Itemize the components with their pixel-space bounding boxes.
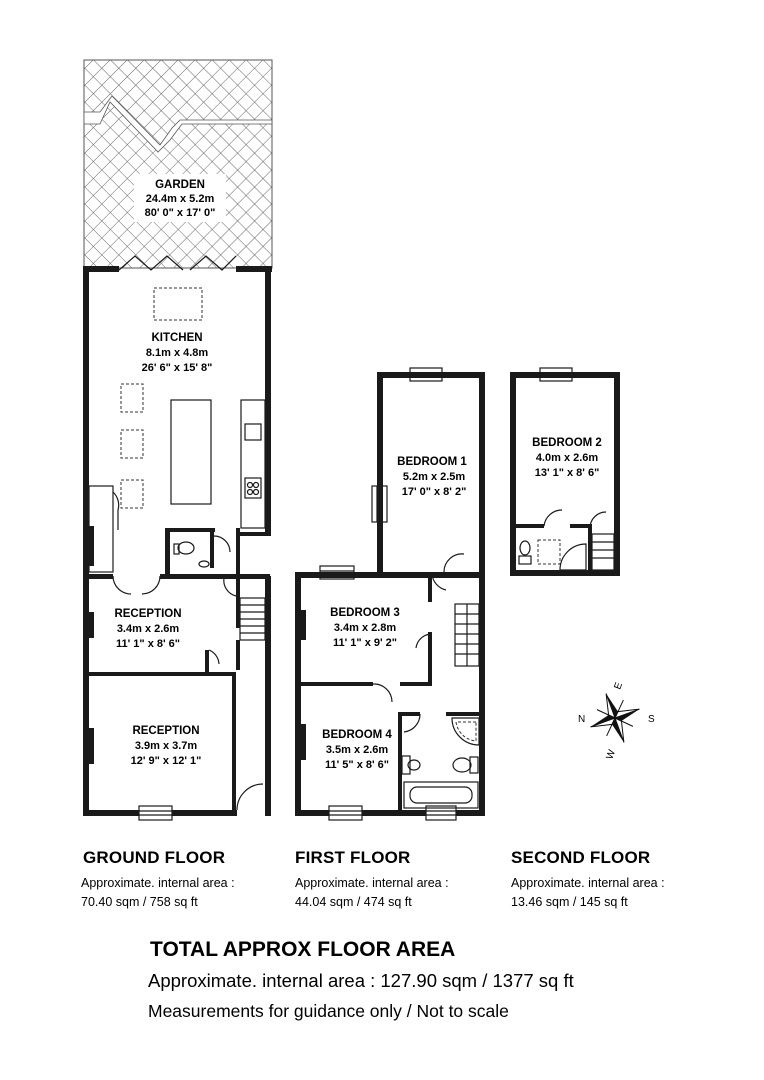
compass-s: S [648, 714, 655, 725]
first-floor-area [295, 874, 449, 912]
reception1-metric: 3.4m x 2.6m [116, 623, 180, 635]
second-floor-plan [510, 368, 620, 576]
compass-rose [582, 685, 649, 752]
total-area-value: Approximate. internal area : 127.90 sqm / 1377 sq ft [148, 970, 574, 991]
kitchen-name: KITCHEN [151, 332, 203, 344]
bedroom1-imperial: 17' 0" x 8' 2" [401, 486, 467, 498]
reception1-name: RECEPTION [114, 608, 182, 620]
bedroom2-imperial: 13' 1" x 8' 6" [534, 467, 600, 479]
compass-w: W [604, 748, 619, 762]
compass-e: E [612, 680, 626, 692]
ground-floor-title: GROUND FLOOR [83, 848, 226, 867]
ground-floor-area [81, 874, 235, 912]
total-area-title: TOTAL APPROX FLOOR AREA [150, 938, 456, 961]
reception1-imperial: 11' 1" x 8' 6" [116, 638, 180, 650]
ground-floor-area-value: 70.40 sqm / 758 sq ft [81, 895, 198, 909]
first-floor-area-value: 44.04 sqm / 474 sq ft [295, 895, 412, 909]
compass-n: N [578, 714, 586, 725]
garden-name: GARDEN [155, 179, 205, 191]
garden-imperial: 80' 0" x 17' 0" [144, 207, 216, 219]
bedroom3-name: BEDROOM 3 [330, 607, 400, 619]
first-floor-plan [295, 368, 485, 820]
bedroom2-name: BEDROOM 2 [532, 437, 602, 449]
ground-floor-area-label: Approximate. internal area : [81, 876, 235, 890]
bedroom1-metric: 5.2m x 2.5m [402, 471, 466, 483]
bedroom4-metric: 3.5m x 2.6m [325, 744, 389, 756]
garden-metric: 24.4m x 5.2m [145, 193, 215, 205]
second-floor-area-label: Approximate. internal area : [511, 876, 665, 890]
ground-floor-plan [83, 256, 272, 820]
kitchen-imperial: 26' 6" x 15' 8" [141, 362, 213, 374]
disclaimer-note: Measurements for guidance only / Not to scale [148, 1001, 509, 1021]
bedroom1-name: BEDROOM 1 [397, 456, 467, 468]
second-floor-area [511, 874, 665, 912]
bedroom4-imperial: 11' 5" x 8' 6" [325, 759, 389, 771]
second-floor-area-value: 13.46 sqm / 145 sq ft [511, 895, 628, 909]
first-floor-title: FIRST FLOOR [295, 848, 411, 867]
reception2-name: RECEPTION [132, 725, 200, 737]
bedroom3-metric: 3.4m x 2.8m [333, 622, 397, 634]
bedroom2-metric: 4.0m x 2.6m [535, 452, 599, 464]
garden-area [84, 60, 272, 268]
reception2-imperial: 12' 9" x 12' 1" [130, 755, 202, 767]
bedroom4-name: BEDROOM 4 [322, 729, 392, 741]
kitchen-metric: 8.1m x 4.8m [145, 347, 209, 359]
second-floor-title: SECOND FLOOR [511, 848, 651, 867]
bedroom3-imperial: 11' 1" x 9' 2" [333, 637, 397, 649]
reception2-metric: 3.9m x 3.7m [134, 740, 198, 752]
first-floor-area-label: Approximate. internal area : [295, 876, 449, 890]
